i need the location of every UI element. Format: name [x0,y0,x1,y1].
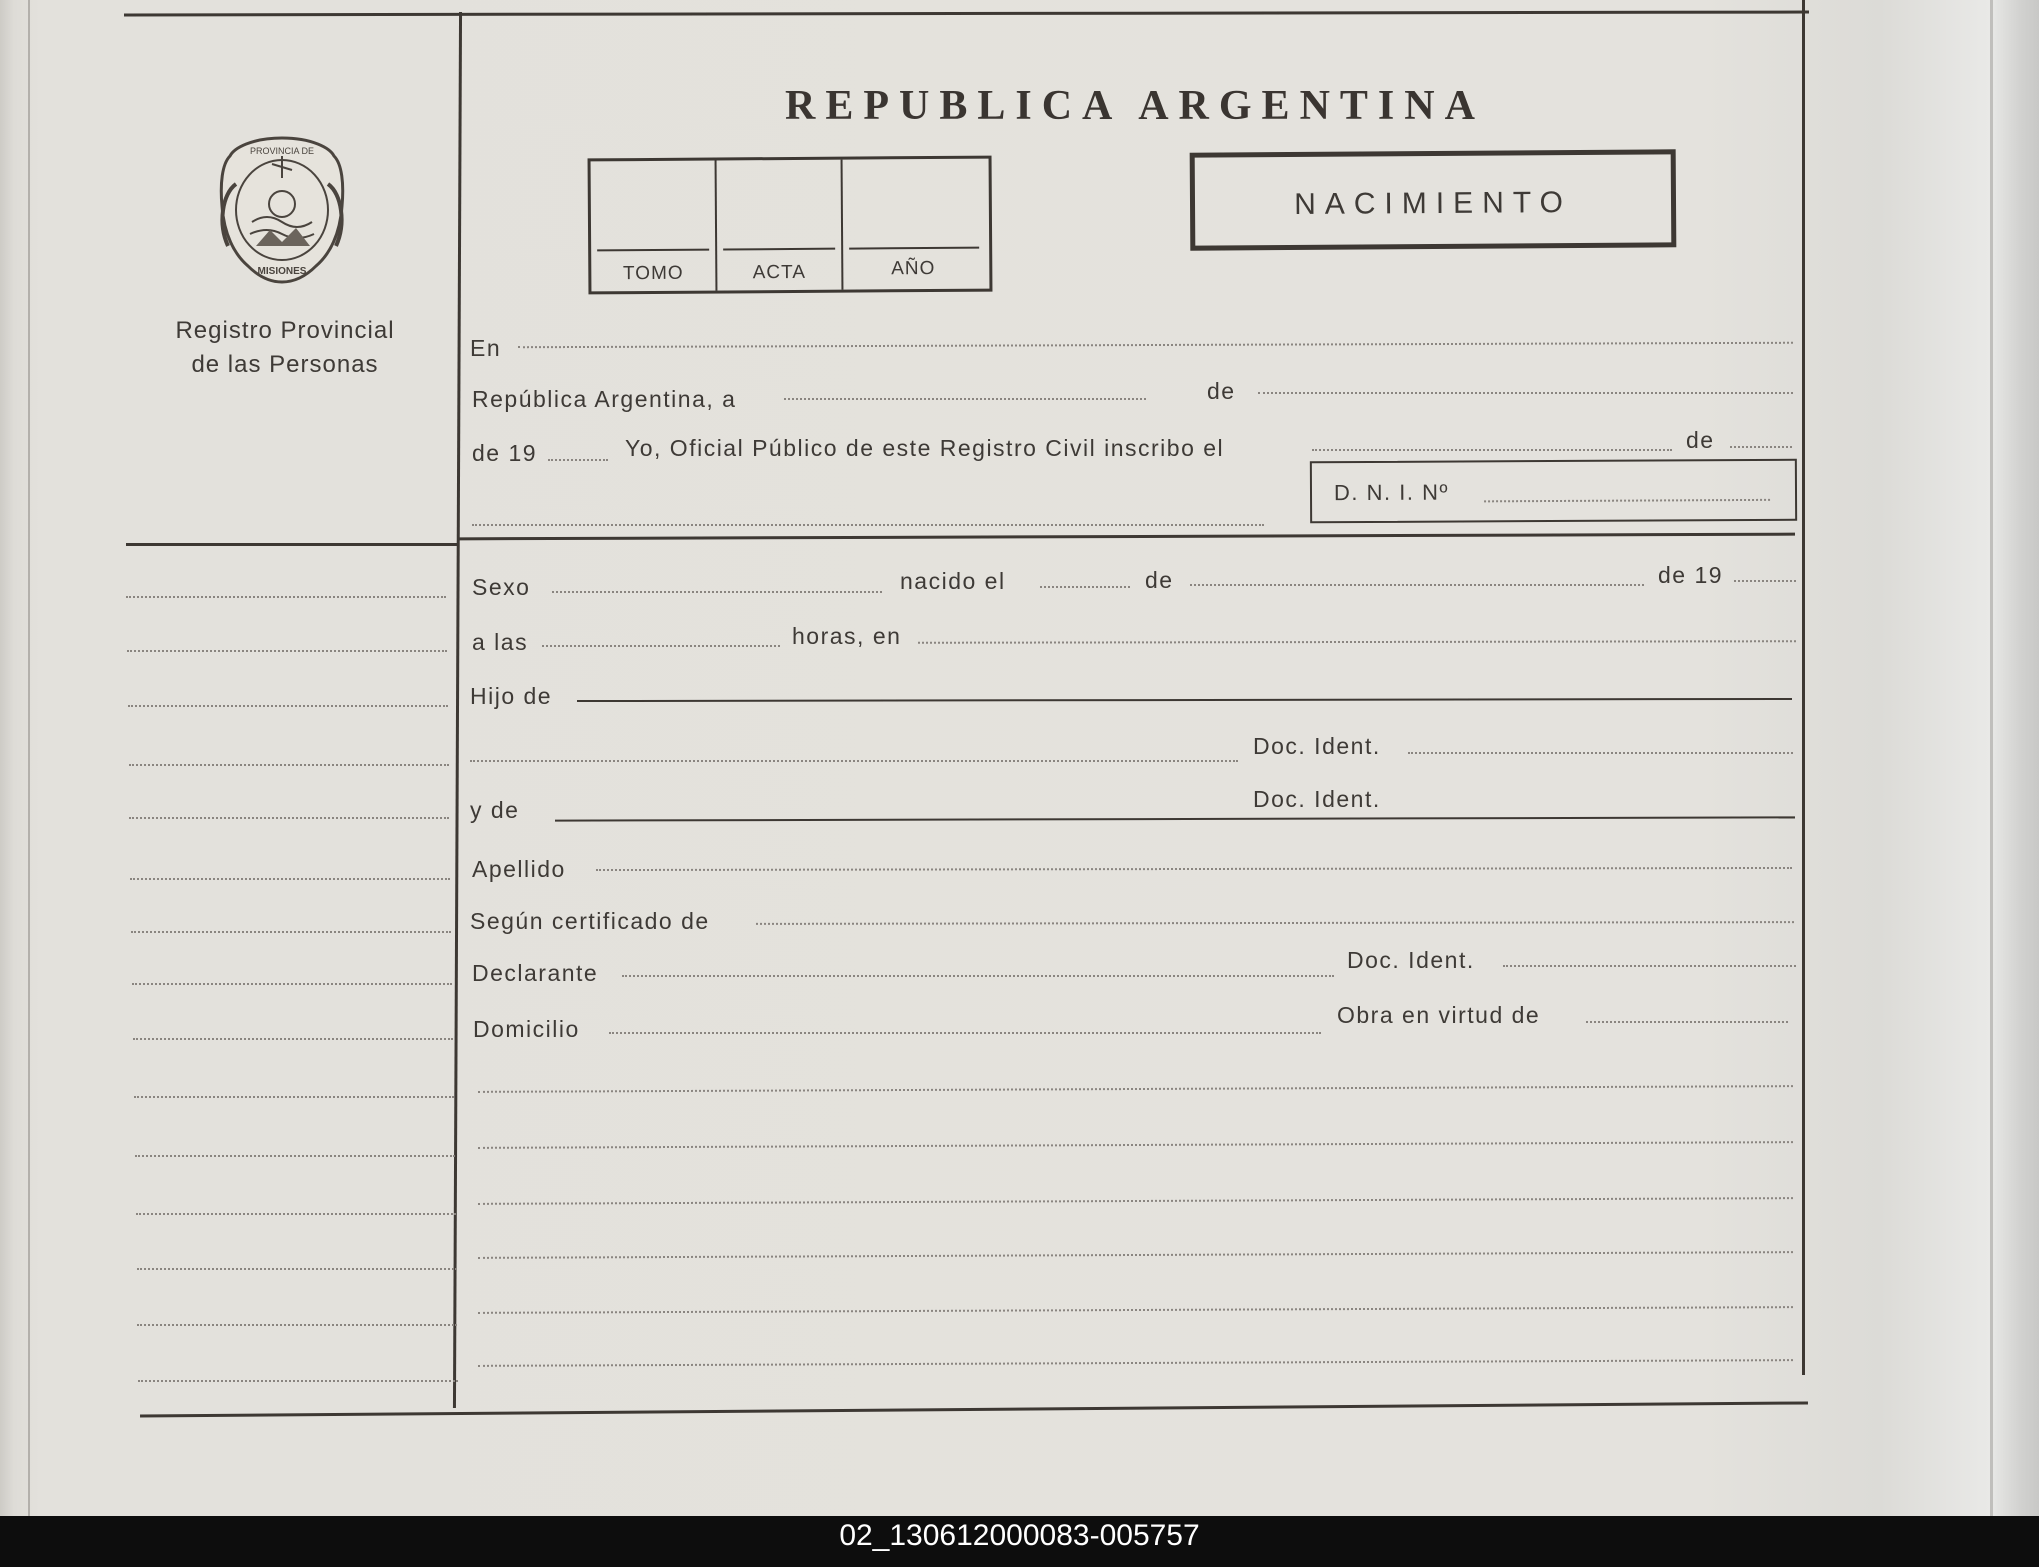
label-de19: de 19 [472,440,538,466]
label-horas-en: horas, en [792,623,902,649]
field-nacido-year[interactable] [1734,580,1796,582]
notes-line-3[interactable] [478,1197,1793,1205]
notes-line-2[interactable] [478,1141,1793,1149]
label-sexo: Sexo [472,574,531,600]
field-republica-day[interactable] [784,398,1146,400]
record-type-label: NACIMIENTO [1294,186,1573,221]
sidebar-line-14[interactable] [137,1324,457,1326]
ano-label: AÑO [891,257,936,280]
seal-text-top: PROVINCIA DE [249,146,315,156]
label-doc-ident-declarante: Doc. Ident. [1347,947,1475,973]
field-obra-en-virtud[interactable] [1586,1021,1788,1023]
label-dni: D. N. I. Nº [1333,479,1450,506]
field-doc-ident-declarante[interactable] [1503,965,1796,967]
registry-caption [160,314,410,382]
label-y-de: y de [470,797,520,823]
field-apellido[interactable] [596,867,1792,871]
right-page-edge [1990,0,1993,1516]
sidebar-line-8[interactable] [132,983,452,985]
left-page-edge [28,0,30,1516]
registry-caption-line1: Registro Provincial [175,317,395,344]
header-bottom-rule-right [459,533,1795,541]
field-dni[interactable] [1484,499,1770,502]
registry-caption-line2: de las Personas [191,351,379,378]
label-de-nacido: de [1145,567,1174,593]
field-de-inscribo[interactable] [1730,446,1792,448]
sidebar-line-10[interactable] [134,1096,454,1098]
country-title: REPUBLICA ARGENTINA [785,83,1485,129]
sidebar-divider [453,12,462,1408]
field-hijo-de[interactable] [577,698,1792,702]
label-de19-nacido: de 19 [1658,562,1724,588]
label-doc-ident-mother: Doc. Ident. [1253,786,1381,812]
label-declarante: Declarante [472,960,599,986]
field-hora[interactable] [542,645,780,647]
top-border [124,11,1809,17]
sidebar-line-3[interactable] [128,705,448,707]
label-yo-oficial: Yo, Oficial Público de este Registro Civil inscribo el [625,435,1225,461]
field-y-de[interactable] [555,816,1795,821]
sidebar-line-9[interactable] [133,1038,453,1040]
notes-line-4[interactable] [478,1251,1793,1259]
field-en[interactable] [518,342,1793,348]
label-segun-certificado: Según certificado de [470,908,710,934]
notes-line-6[interactable] [478,1359,1793,1367]
label-de-month: de [1207,378,1236,404]
field-declarante[interactable] [622,975,1334,977]
field-inscribo[interactable] [1312,449,1672,451]
label-de-inscribo: de [1686,427,1715,453]
form-bottom-border [140,1401,1808,1417]
grid-caption-separator-3 [849,247,979,250]
notes-line-1[interactable] [478,1085,1793,1093]
record-number-grid [588,156,993,295]
notes-line-5[interactable] [478,1306,1793,1314]
dni-box [1310,459,1797,524]
record-type-box [1190,149,1677,250]
label-republica: República Argentina, a [472,386,737,412]
sidebar-line-15[interactable] [138,1380,458,1382]
sidebar-line-7[interactable] [131,931,451,933]
sidebar-line-11[interactable] [135,1155,455,1157]
sidebar-line-5[interactable] [129,817,449,819]
image-code-footer: 02_130612000083-005757 [0,1516,2039,1567]
provincial-seal-icon [212,134,352,286]
header-bottom-rule-left [126,543,458,546]
label-apellido: Apellido [472,856,566,882]
label-a-las: a las [472,629,529,655]
field-domicilio[interactable] [609,1032,1321,1034]
label-obra-en-virtud: Obra en virtud de [1337,1002,1541,1028]
field-year[interactable] [548,459,608,461]
sidebar-line-13[interactable] [137,1268,457,1270]
field-sexo[interactable] [552,591,882,593]
seal-text-bottom: MISIONES [257,266,307,277]
sidebar-line-12[interactable] [136,1213,456,1215]
sidebar-line-6[interactable] [130,878,450,880]
tomo-label: TOMO [622,262,684,285]
label-en: En [470,335,502,361]
label-hijo-de: Hijo de [470,683,553,709]
label-doc-ident-father: Doc. Ident. [1253,733,1381,759]
field-month[interactable] [1258,392,1793,394]
field-father-name[interactable] [470,760,1238,762]
label-nacido-el: nacido el [900,568,1006,594]
acta-label: ACTA [752,261,807,284]
field-name-line[interactable] [472,524,1264,526]
field-certificado[interactable] [756,921,1794,925]
form-right-border [1802,0,1805,1375]
sidebar-line-4[interactable] [129,764,449,766]
field-nacido-month[interactable] [1190,584,1644,586]
field-nacido-day[interactable] [1040,586,1130,588]
label-domicilio: Domicilio [473,1016,580,1042]
field-lugar[interactable] [918,640,1796,644]
sidebar-line-2[interactable] [127,650,447,652]
sidebar-line-1[interactable] [126,596,446,598]
field-doc-ident-father[interactable] [1408,752,1793,754]
